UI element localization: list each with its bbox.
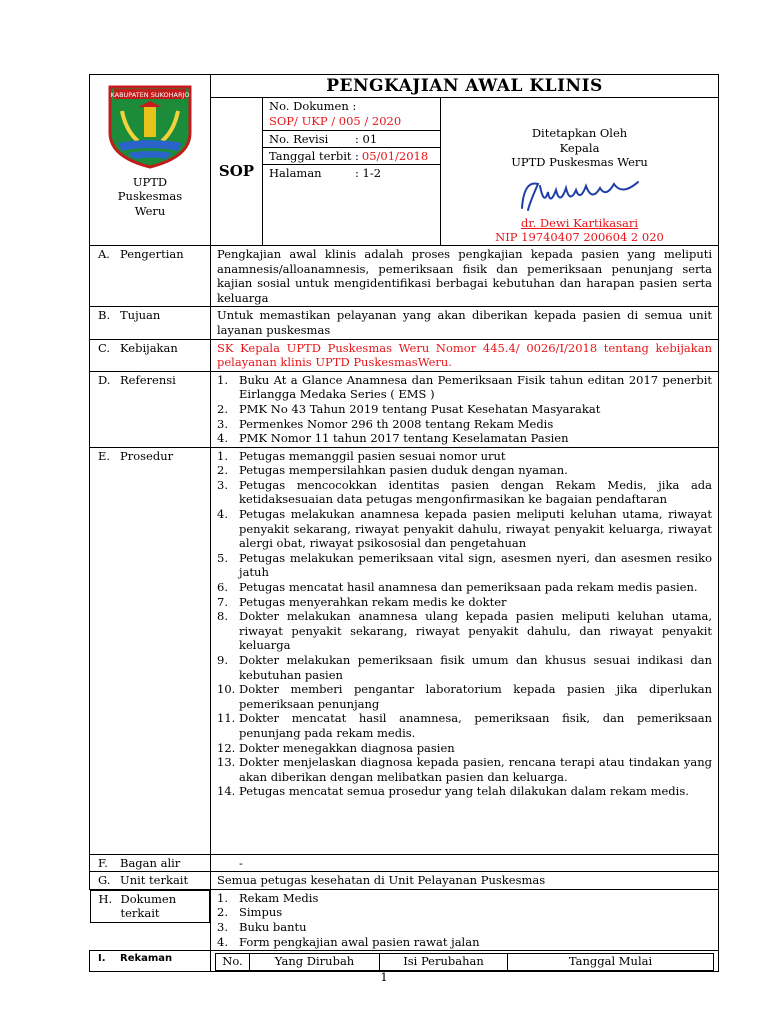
- related-document-item: [217, 891, 712, 906]
- page-count-row: Halaman : 1-2: [269, 166, 382, 180]
- list-item-text: Dokter mencatat hasil anamnesa, pemeriksaan fisik, dan pemeriksaan penunjang pada rekam medis.: [239, 711, 713, 740]
- doc-number-value: SOP/ UKP / 005 / 2020: [269, 113, 402, 128]
- org-name: UPTD Puskesmas Weru: [117, 174, 183, 218]
- list-item-text: Dokter menjelaskan diagnosa kepada pasien, rencana terapi atau tindakan yang akan diberikan dengan melibatkan pasien dan keluarga.: [239, 755, 713, 784]
- list-item-number: 1.: [217, 448, 228, 463]
- list-item-text: Rekam Medis: [239, 890, 319, 905]
- related-documents-list: [217, 891, 712, 949]
- list-item-text: Petugas menyerahkan rekam medis ke dokter: [239, 594, 507, 609]
- list-item-number: 3.: [217, 920, 228, 935]
- list-item-number: 4.: [217, 431, 228, 446]
- header-logo-cell: [90, 75, 211, 246]
- list-item-number: 2.: [217, 401, 228, 416]
- section-tujuan: B. Tujuan Untuk memastikan pelayanan yang akan diberikan kepada pasien di semua unit layanan puskesmas: [90, 307, 719, 339]
- list-item-text: Buku bantu: [239, 920, 307, 935]
- list-item-number: 2.: [217, 463, 228, 478]
- regency-logo: [90, 75, 210, 173]
- list-item-number: 1.: [217, 372, 228, 387]
- approval-block: Ditetapkan Oleh Kepala UPTD Puskesmas Weru dr. Dewi Kartikasari NIP 19740407 200604 2 020: [441, 98, 719, 246]
- list-item-number: 5.: [217, 550, 228, 565]
- list-item-number: 3.: [217, 416, 228, 431]
- list-item-number: 2.: [217, 905, 228, 920]
- procedure-step: [217, 609, 712, 653]
- section-dokumen-terkait: H. Dokumen terkait 1. Rekam Medis 2. Simpus 3. Buku bantu 4. Form pengkajian awal pasien rawat jalan: [90, 889, 719, 950]
- procedure-step: [217, 507, 712, 551]
- section-rekaman: I. Rekaman No. Yang Dirubah Isi Perubahan Tanggal Mulai: [90, 951, 719, 972]
- sop-document: [89, 74, 718, 972]
- signature: [441, 172, 718, 216]
- revision-row: No. Revisi : 01: [263, 131, 440, 148]
- list-item-text: Petugas mencatat hasil anamnesa dan pemeriksaan pada rekam medis pasien.: [239, 580, 698, 595]
- signer-nip: NIP 19740407 200604 2 020: [495, 230, 664, 245]
- list-item-text: Buku At a Glance Anamnesa dan Pemeriksaan Fisik tahun editan 2017 penerbit Eirlangga Medaka Series ( EMS ): [239, 372, 713, 402]
- list-item-number: 7.: [217, 594, 228, 609]
- change-record-header: No. Yang Dirubah Isi Perubahan Tanggal Mulai: [216, 954, 714, 971]
- reference-list: [217, 373, 712, 446]
- doc-number-row: No. Dokumen : SOP/ UKP / 005 / 2020: [263, 98, 440, 131]
- list-item-text: Dokter memberi pengantar laboratorium kepada pasien jika diperlukan pemeriksaan penunjang: [239, 682, 713, 711]
- reference-item: [217, 402, 712, 417]
- list-item-number: 6.: [217, 580, 228, 595]
- list-item-number: 13.: [217, 755, 236, 770]
- list-item-text: PMK Nomor 11 tahun 2017 tentang Keselamatan Pasien: [239, 431, 569, 446]
- list-item-text: Petugas melakukan pemeriksaan vital sign, asesmen nyeri, dan asesmen resiko jatuh: [239, 550, 713, 580]
- list-item-number: 12.: [217, 740, 236, 755]
- procedure-step: [217, 449, 712, 464]
- procedure-step: [217, 755, 712, 784]
- list-item-text: Dokter menegakkan diagnosa pasien: [239, 740, 455, 755]
- list-item-text: Petugas mempersilahkan pasien duduk dengan nyaman.: [239, 463, 568, 478]
- related-document-item: [217, 935, 712, 950]
- list-item-text: Dokter melakukan pemeriksaan fisik umum dan khusus sesuai indikasi dan kebutuhan pasien: [239, 653, 713, 682]
- procedure-step: [217, 711, 712, 740]
- procedure-step: [217, 580, 712, 595]
- issue-date-value: 05/01/2018: [361, 149, 429, 163]
- list-item-number: 1.: [217, 890, 228, 905]
- reference-item: [217, 373, 712, 402]
- signer-name: dr. Dewi Kartikasari: [520, 215, 639, 230]
- section-kebijakan: C. Kebijakan SK Kepala UPTD Puskesmas Weru Nomor 445.4/ 0026/I/2018 tentang kebijakan pelayanan klinis UPTD PuskesmasWeru.: [90, 339, 719, 371]
- change-record-table: [215, 953, 714, 971]
- section-bagan-alir: F. Bagan alir -: [90, 854, 719, 872]
- issue-date-row: Tanggal terbit : 05/01/2018: [263, 148, 440, 165]
- list-item-text: Simpus: [239, 905, 283, 920]
- section-referensi: D. Referensi 1. Buku At a Glance Anamnesa dan Pemeriksaan Fisik tahun editan 2017 penerbit Eirlangga Medaka Series ( EMS ) 2. PMK No 43 Tahun 2019 tentang Pusat Kesehatan Masyarakat 3. Permenkes Nomor 296 th 2008 tentang Rekam Medis 4. PMK Nomor 11 tahun 2017 tentang Keselamatan Pasien: [90, 371, 719, 447]
- document-info: [263, 98, 441, 246]
- list-item-text: Permenkes Nomor 296 th 2008 tentang Rekam Medis: [239, 416, 554, 431]
- procedure-step: [217, 682, 712, 711]
- procedure-step: [217, 741, 712, 756]
- list-item-text: Petugas memanggil pasien sesuai nomor urut: [239, 448, 506, 463]
- related-document-item: [217, 920, 712, 935]
- page-number: 1: [380, 970, 388, 984]
- procedure-list: [217, 449, 712, 799]
- section-prosedur: E. Prosedur 1. Petugas memanggil pasien sesuai nomor urut 2. Petugas mempersilahkan pasien duduk dengan nyaman. 3. Petugas mencocokkan identitas pasien dengan Rekam Medis, jika ada ketidaksesuaian data petugas mengonfirmasikan ke bagaian pendaftaran 4. Petugas melakukan anamnesa kepada pasien meliputi keluhan utama, riwayat penyakit sekarang, riwayat penyakit dahulu, riwayat penyakit keluarga, riwayat alergi obat, riwayat psikososial dan pengetahuan 5. Petugas melakukan pemeriksaan vital sign, asesmen nyeri, dan asesmen resiko jatuh 6. Petugas mencatat hasil anamnesa dan pemeriksaan pada rekam medis pasien. 7. Petugas menyerahkan rekam medis ke dokter 8. Dokter melakukan anamnesa ulang kepada pasien meliputi keluhan utama, riwayat penyakit sekarang, riwayat penyakit dahulu, dan riwayat penyakit keluarga 9. Dokter melakukan pemeriksaan fisik umum dan khusus sesuai indikasi dan kebutuhan pasien 10. Dokter memberi pengantar laboratorium kepada pasien jika diperlukan pemeriksaan penunjang 11. Dokter mencatat hasil anamnesa, pemeriksaan fisik, dan pemeriksaan penunjang pada rekam medis. 12. Dokter menegakkan diagnosa pasien 13. Dokter menjelaskan diagnosa kepada pasien, rencana terapi atau tindakan yang akan diberikan dengan melibatkan pasien dan keluarga. 14. Petugas mencatat semua prosedur yang telah dilakukan dalam rekam medis.: [90, 447, 719, 854]
- list-item-number: 3.: [217, 477, 228, 492]
- procedure-step: [217, 478, 712, 507]
- list-item-text: Petugas melakukan anamnesa kepada pasien meliputi keluhan utama, riwayat penyakit sekarang, riwayat penyakit dahulu, riwayat penyakit keluarga, riwayat alergi obat, riwayat psikososial dan pengetahuan: [239, 507, 713, 551]
- list-item-text: Dokter melakukan anamnesa ulang kepada pasien meliputi keluhan utama, riwayat penyakit sekarang, riwayat penyakit dahulu, dan riwayat penyakit keluarga: [239, 609, 713, 653]
- logo-banner-text: KABUPATEN SUKOHARJO: [110, 91, 190, 99]
- list-item-number: 4.: [217, 934, 228, 949]
- reference-item: [217, 431, 712, 446]
- list-item-number: 4.: [217, 507, 228, 522]
- page-title: PENGKAJIAN AWAL KLINIS: [211, 75, 719, 98]
- procedure-step: [217, 595, 712, 610]
- section-unit-terkait: G. Unit terkait Semua petugas kesehatan di Unit Pelayanan Puskesmas: [90, 872, 719, 890]
- related-document-item: [217, 905, 712, 920]
- reference-item: [217, 417, 712, 432]
- list-item-number: 10.: [217, 682, 236, 697]
- sop-label: SOP: [211, 98, 263, 246]
- list-item-number: 11.: [217, 711, 236, 726]
- procedure-step: [217, 784, 712, 799]
- list-item-text: Petugas mencocokkan identitas pasien dengan Rekam Medis, jika ada ketidaksesuaian data petugas mengonfirmasikan ke bagaian pendaftaran: [239, 477, 713, 507]
- list-item-number: 14.: [217, 784, 236, 799]
- list-item-number: 9.: [217, 653, 228, 667]
- procedure-step: [217, 463, 712, 478]
- list-item-text: Petugas mencatat semua prosedur yang telah dilakukan dalam rekam medis.: [239, 784, 689, 799]
- list-item-text: PMK No 43 Tahun 2019 tentang Pusat Kesehatan Masyarakat: [239, 401, 601, 416]
- section-pengertian: A. Pengertian Pengkajian awal klinis adalah proses pengkajian kepada pasien yang meliputi anamnesis/alloanamnesis, pemeriksaan fisik dan pemeriksaan penunjang serta kajian sosial untuk mengidentifikasi berbagai kebutuhan dan harapan pasien serta keluarga: [90, 245, 719, 306]
- procedure-step: [217, 653, 712, 682]
- list-item-text: Form pengkajian awal pasien rawat jalan: [239, 934, 480, 949]
- procedure-step: [217, 551, 712, 580]
- list-item-number: 8.: [217, 609, 228, 624]
